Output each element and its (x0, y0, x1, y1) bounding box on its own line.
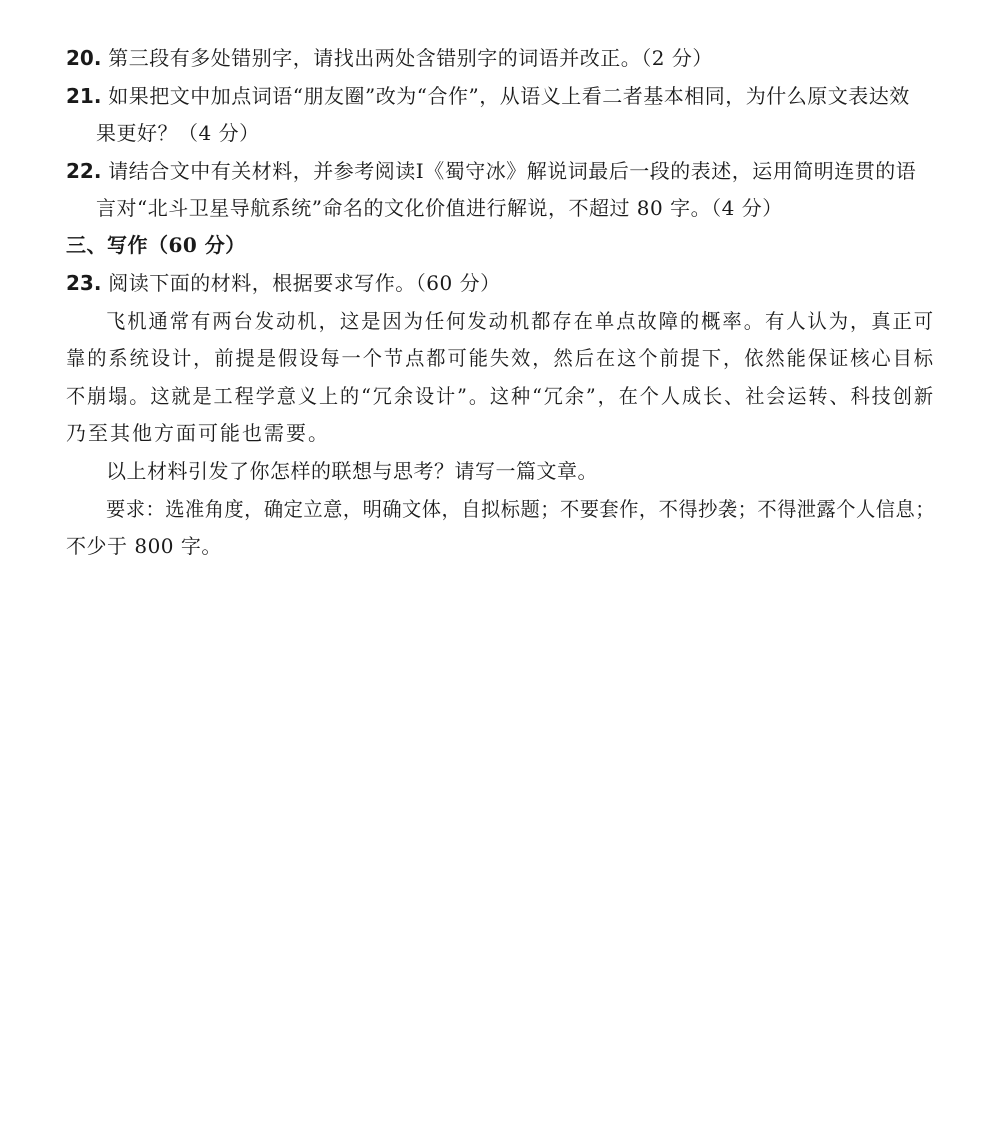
question-21 (66, 81, 910, 111)
question-text-line: 请结合文中有关材料，并参考阅读Ⅰ《蜀守冰》解说词最后一段的表述，运用简明连贯的语 (108, 159, 917, 183)
question-22-continued (96, 193, 783, 223)
question-text-line: 言对“北斗卫星导航系统”命名的文化价值进行解说，不超过 80 字。（4 分） (96, 196, 783, 220)
question-22 (66, 156, 916, 186)
writing-requirements: 要求：选准角度，确定立意，明确文体，自拟标题；不要套作，不得抄袭；不得泄露个人信息； (106, 497, 935, 521)
question-20 (66, 43, 713, 73)
question-23 (66, 268, 501, 298)
writing-requirements-continued: 不少于 800 字。 (66, 534, 222, 558)
writing-prompt: 以上材料引发了你怎样的联想与思考？请写一篇文章。 (106, 459, 598, 483)
question-21-continued (96, 118, 260, 148)
question-text: 第三段有多处错别字，请找出两处含错别字的词语并改正。（2 分） (108, 46, 713, 70)
question-number: 20. (66, 46, 102, 70)
material-line: 靠的系统设计，前提是假设每一个节点都可能失效，然后在这个前提下，依然能保证核心目标 (66, 346, 935, 370)
question-number: 21. (66, 84, 102, 108)
material-line: 飞机通常有两台发动机，这是因为任何发动机都存在单点故障的概率。有人认为，真正可 (106, 309, 935, 333)
section-heading: 三、写作（60 分） (66, 233, 246, 257)
question-text-line: 果更好？（4 分） (96, 121, 260, 145)
material-line: 乃至其他方面可能也需要。 (66, 421, 330, 445)
question-text: 阅读下面的材料，根据要求写作。（60 分） (108, 271, 501, 295)
material-line: 不崩塌。这就是工程学意义上的“冗余设计”。这种“冗余”，在个人成长、社会运转、科技创新 (66, 384, 935, 408)
question-number: 23. (66, 271, 102, 295)
question-number: 22. (66, 159, 102, 183)
question-text-line: 如果把文中加点词语“朋友圈”改为“合作”，从语义上看二者基本相同，为什么原文表达效 (108, 84, 910, 108)
